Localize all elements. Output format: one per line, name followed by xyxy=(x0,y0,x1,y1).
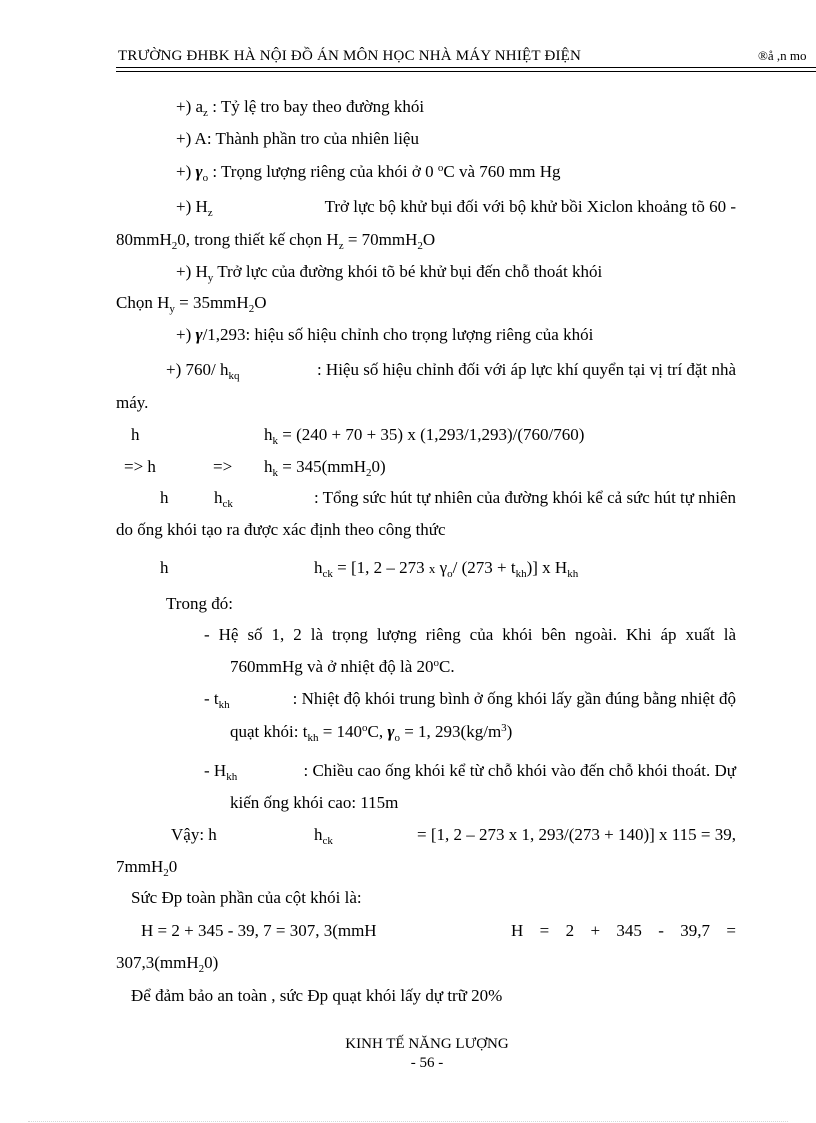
line-a: +) A: Thành phần tro của nhiên liệu xyxy=(176,129,419,148)
line-gamma-correction: +) γ/1,293: hiệu số hiệu chỉnh cho trọng lượng riêng của khói xyxy=(176,325,594,344)
line-chimney-height: kiến ống khói cao: 115m xyxy=(230,793,399,812)
line-may: máy. xyxy=(116,393,149,412)
page-bottom-rule xyxy=(28,1121,788,1122)
line-hck-definition: $h_{ck}$ : Tổng sức hút tự nhiên của đường khói kể cả sức hút tự nhiên xyxy=(214,488,736,510)
line-safety-reserve: Để đảm bảo an toàn , sức Đp quạt khói lấy dự trữ 20% xyxy=(131,986,503,1005)
line-hkq: +) 760/ $h_{kq}$ : Hiệu số hiệu chỉnh đối với áp lực khí quyển tại vị trí đặt nhà xyxy=(166,360,736,382)
formula-total-left: H = 2 + 345 - 39, 7 = 307, 3(mmH xyxy=(141,921,377,940)
formula-hck-result: $h_{ck}$ = [1, 2 – 273 x 1, 293/(273 + 140)] x 115 = 39, xyxy=(314,825,736,847)
line-coef-12: - Hệ số 1, 2 là trọng lượng riêng của khói bên ngoài. Khi áp xuất là xyxy=(204,625,736,644)
formula-hk: $h_k = (240 + 70 + 35)$ x (1,293/1,293)/(760/760) xyxy=(264,425,585,447)
formula-hck: $h_{ck} = [1$, 2 – 273 x $\gamma_o/$ $(273 + t_{kh})$] x $H_{kh}$ xyxy=(314,558,579,580)
header-rule-thin xyxy=(116,71,816,72)
line-hk-result-label: => h xyxy=(124,457,156,476)
page-number: - 56 - xyxy=(410,1055,444,1071)
page-header-right: ®å ,n mo xyxy=(758,48,807,63)
line-hck-label: h xyxy=(160,488,169,507)
line-hk-arrow: => xyxy=(213,457,233,476)
formula-total-result: 307,3(mmH$_2$0) xyxy=(116,953,219,975)
line-hz-choice: 80mmH$_2$0, trong thiết kế chọn $H_z = 70mmH_2O$ xyxy=(116,230,436,252)
line-total-pressure-intro: Sức Đp toàn phần của cột khói là: xyxy=(131,888,362,907)
line-hy-choice: Chọn $H_y = 35mmH_2O$ xyxy=(116,293,267,315)
line-gamma-o: +) $\gamma_o$ : Trọng lượng riêng của khói ở 0 $^o$C và 760 mm Hg xyxy=(176,162,561,184)
line-hk-label: h xyxy=(131,425,140,444)
line-formula-intro: do ống khói tạo ra được xác định theo công thức xyxy=(116,520,446,539)
page-header-title: TRƯỜNG ĐHBK HÀ NỘI ĐỒ ÁN MÔN HỌC NHÀ MÁY NHIỆT ĐIỆN xyxy=(118,48,582,64)
line-vay-label: Vậy: h xyxy=(171,825,217,844)
line-az: +) $a_z$ : Tỷ lệ tro bay theo đường khói xyxy=(176,97,425,119)
line-760mmhg: 760mmHg và ở nhiệt độ là 20$^o$C. xyxy=(230,657,455,676)
line-trong-do: Trong đó: xyxy=(166,594,233,613)
line-hck-formula-label: h xyxy=(160,558,169,577)
line-hy: +) $H_y$ Trở lực của đường khói tõ bé khử bụi đến chỗ thoát khói xyxy=(176,262,603,284)
line-hz: +) $H_z$ Trở lực bộ khử bụi đối với bộ khử bồi Xiclon khoảng tõ 60 - xyxy=(176,197,736,219)
footer-title: KINH TẾ NĂNG LƯỢNG xyxy=(345,1036,509,1052)
formula-hk-result: $h_k = 345(mmH_20)$ xyxy=(264,457,386,479)
line-quat-khoi: quạt khói: $t_{kh} = 140^oC$, $\gamma_o = 1$, $293(kg/m^3)$ xyxy=(230,722,513,744)
header-rule xyxy=(116,67,816,68)
formula-total-right: H = 2 + 345 - 39,7 = xyxy=(511,921,736,940)
line-hkh: - $H_{kh}$ : Chiều cao ống khói kể từ chỗ khói vào đến chỗ khói thoát. Dự xyxy=(204,761,736,783)
line-hck-result-cont: 7mmH$_2$0 xyxy=(116,857,178,879)
line-tkh: - $t_{kh}$ : Nhiệt độ khói trung bình ở ống khói lấy gần đúng bằng nhiệt độ xyxy=(204,689,736,711)
